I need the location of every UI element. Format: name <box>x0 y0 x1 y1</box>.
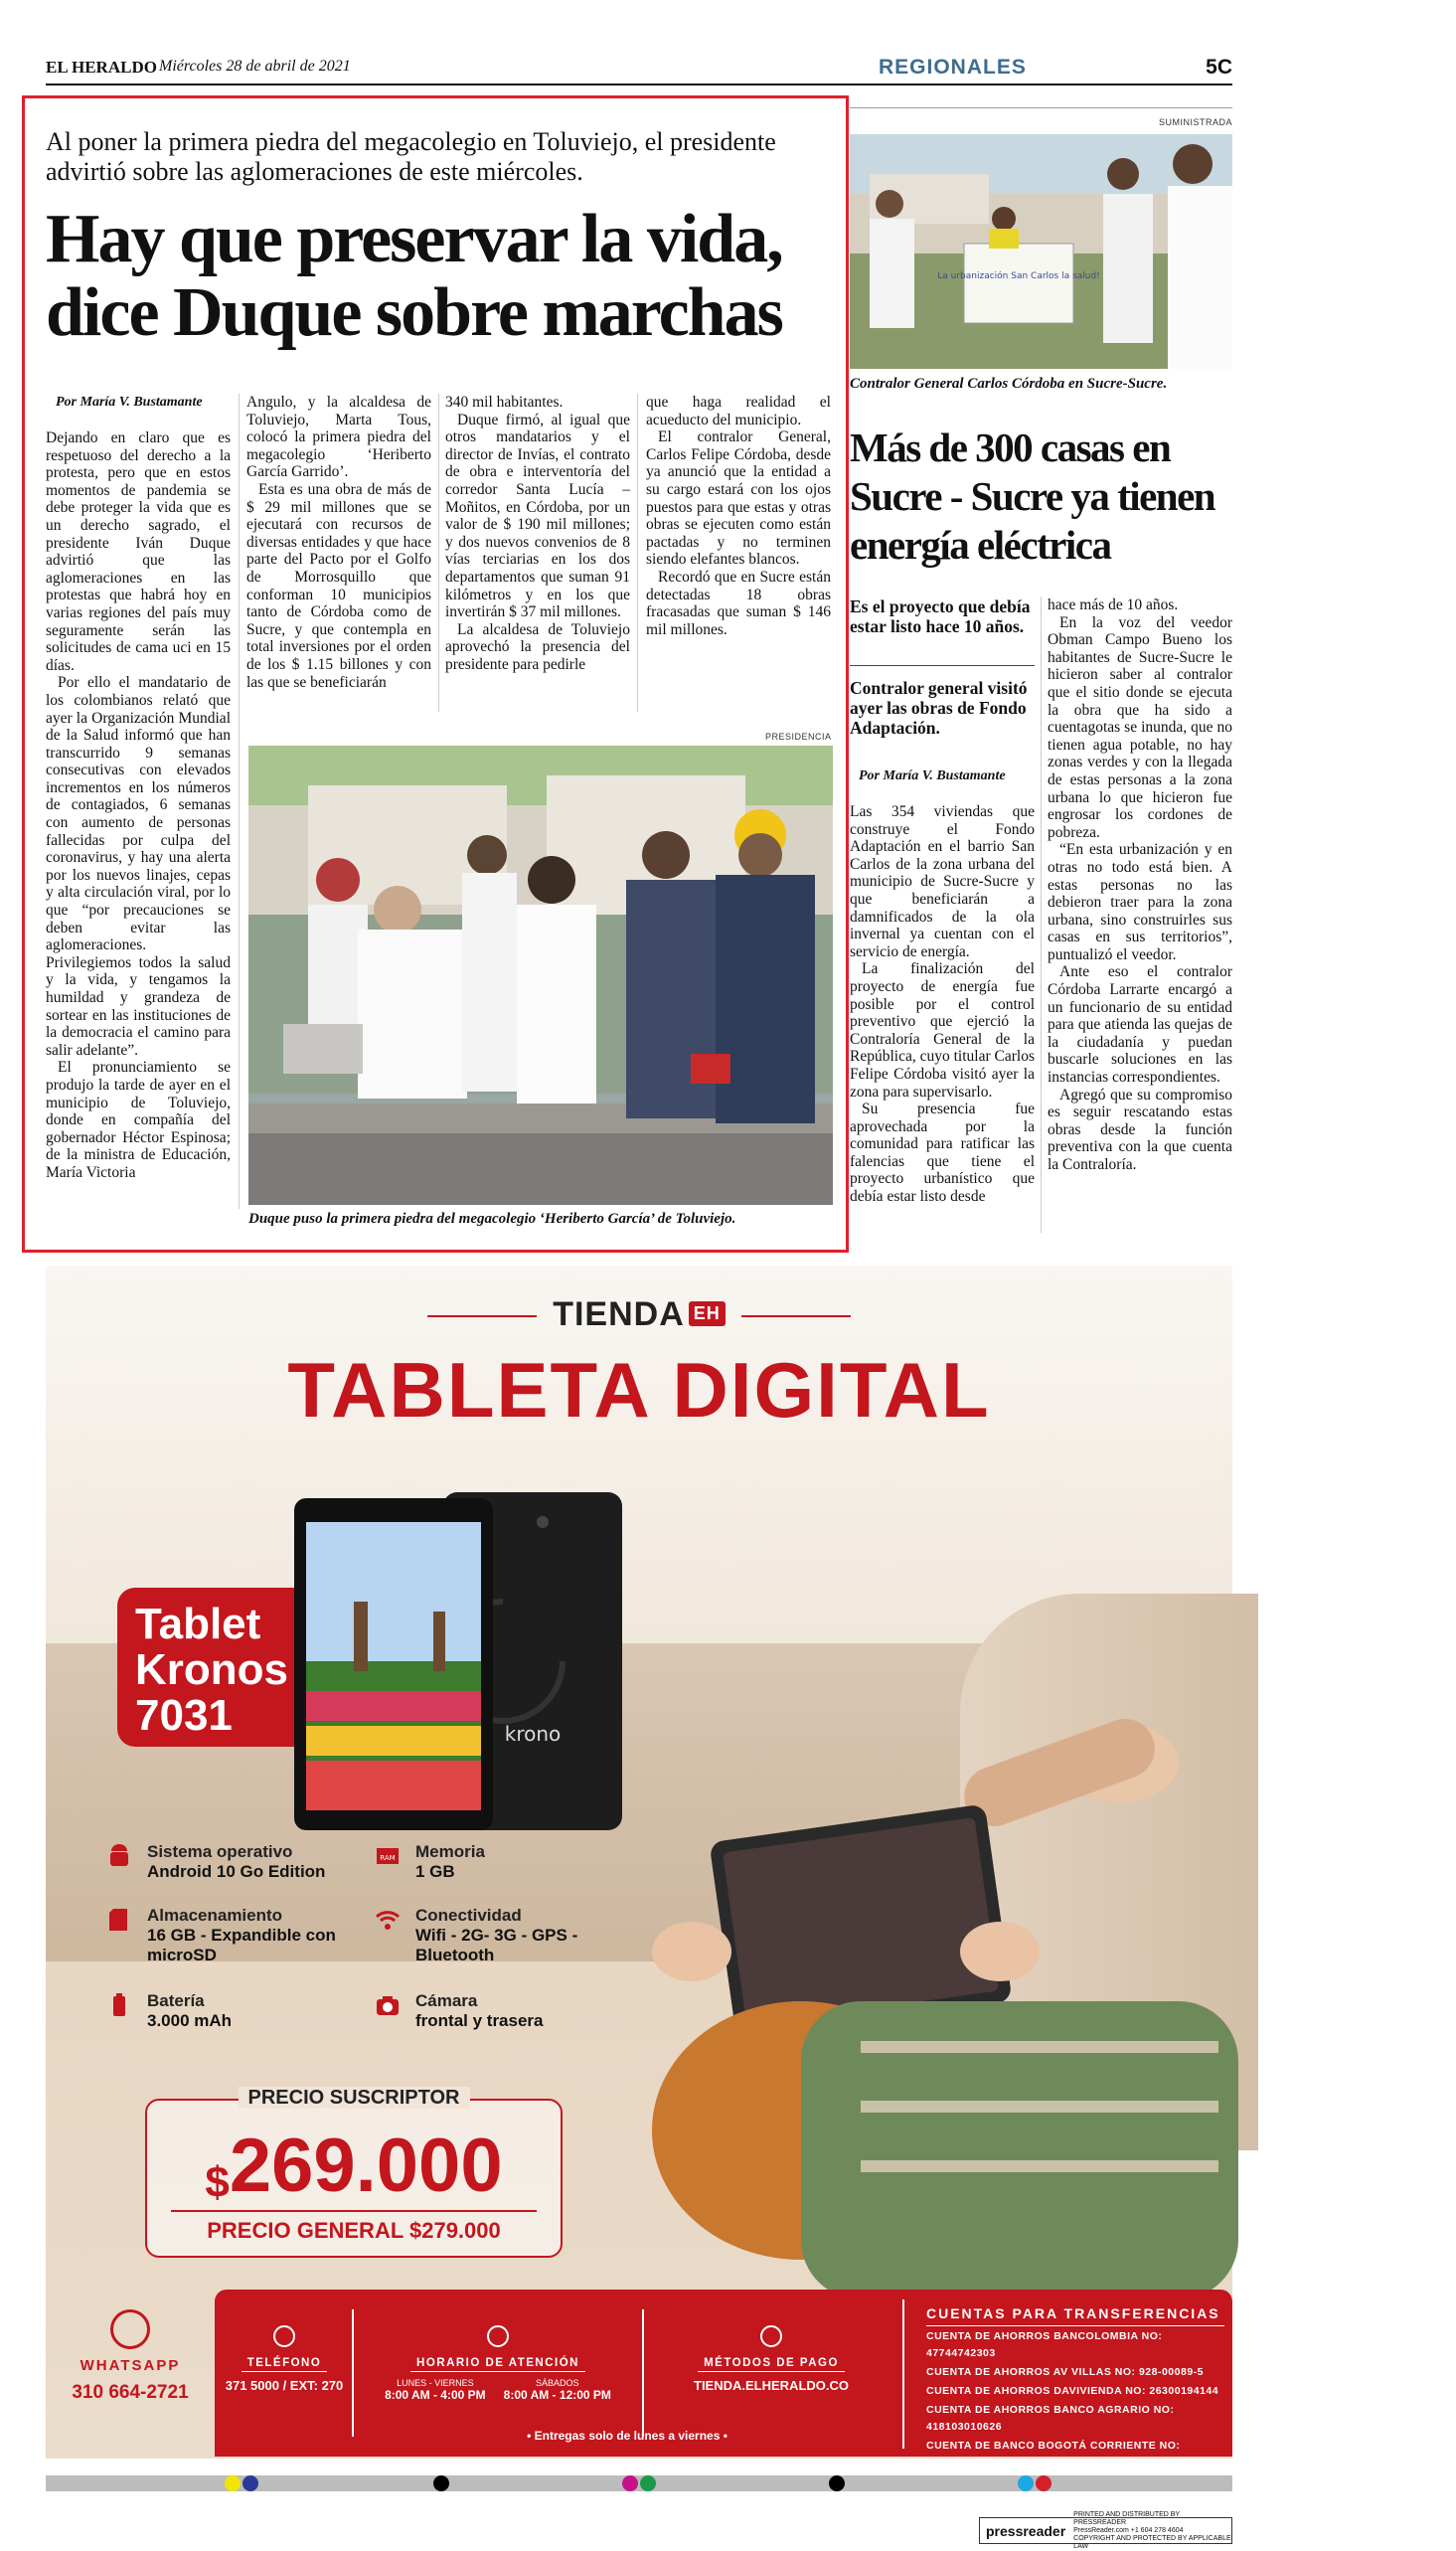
spec-value: frontal y trasera <box>415 2011 544 2030</box>
paragraph: Esta es una obra de más de $ 29 mil millones que se ejecutará con recursos de diversas entidades y que hace parte del Pacto por el Golfo de Morrosquillo que conforman 10 municipios tanto de Córdoba como de Sucre, y que contempla en total inversiones por el orden de los $ 1.15 billones y con las que se beneficiarán <box>246 480 431 691</box>
whatsapp-contact[interactable] <box>46 2309 215 2459</box>
sd-card-icon <box>105 1906 133 1934</box>
article-headline <box>46 203 841 350</box>
hours-label: HORARIO DE ATENCIÓN <box>410 2357 585 2372</box>
dollar-icon <box>760 2325 782 2347</box>
delivery-note: • Entregas solo de lunes a viernes • <box>527 2429 728 2443</box>
spec-label: Sistema operativo <box>147 1842 293 1861</box>
tablet-product-image <box>294 1492 632 1830</box>
spec-label: Conectividad <box>415 1906 522 1925</box>
price-label-wrap <box>147 2087 561 2110</box>
side-top-rule <box>850 107 1232 108</box>
phone-value: 371 5000 / EXT: 270 <box>225 2378 344 2393</box>
battery-icon <box>105 1991 133 2019</box>
side-photo-credit: SUMINISTRADA <box>1159 117 1233 127</box>
hours-sat-label: SÁBADOS <box>536 2378 579 2388</box>
pr-line-1: PRINTED AND DISTRIBUTED BY PRESSREADER <box>1073 2510 1181 2526</box>
model-line-3: 7031 <box>135 1691 233 1740</box>
column-rule <box>637 394 638 712</box>
side-subhead-1: Es el proyecto que debía estar listo hace 10 años. <box>850 596 1031 636</box>
phone-label: TELÉFONO <box>242 2357 328 2372</box>
whatsapp-number: 310 664-2721 <box>72 2382 189 2403</box>
tablet-advertisement <box>46 1266 1232 2468</box>
article-photo-groundbreaking <box>248 746 833 1205</box>
store-link[interactable]: TIENDA.ELHERALDO.CO <box>694 2378 849 2393</box>
spec-label: Memoria <box>415 1842 485 1861</box>
price-divider <box>171 2210 537 2212</box>
page-header <box>46 56 1232 85</box>
article-column-1 <box>46 429 231 1182</box>
pressreader-logo: pressreader <box>986 2522 1066 2539</box>
side-headline: Más de 300 casas en Sucre - Sucre ya tienen energía eléctrica <box>850 425 1215 568</box>
paragraph: Duque firmó, al igual que otros mandatarios y el director de Invías, el contrato de obra e interventoría del corredor Santa Lucía – Moñitos, en Córdoba, por un valor de $ 190 mil millones; y dos nuevos convenios de 8 vías terciarias en los dos departamentos que suman 91 kilómetros y en los que invertirán $ 37 mil millones. <box>445 411 630 621</box>
paragraph: Las 354 viviendas que construye el Fondo Adaptación en el barrio San Carlos de la zona urbana del municipio de Sucre-Sucre y que beneficiarán a damnificados de la ola invernal ya cuentan con el servicio de energía. <box>850 803 1035 960</box>
registration-dot-blue <box>243 2475 258 2491</box>
paragraph: hace más de 10 años. <box>1048 596 1179 613</box>
photo-caption: Duque puso la primera piedra del megacolegio ‘Heriberto García’ de Toluviejo. <box>248 1211 736 1227</box>
general-price: PRECIO GENERAL $279.000 <box>207 2218 501 2243</box>
spec-camera <box>374 1991 544 2031</box>
paragraph: 340 mil habitantes. <box>445 394 564 411</box>
paragraph: Ante eso el contralor Córdoba Larrarte encargó a un funcionario de su entidad para que atienda las quejas de la ciudadanía y puedan buscarle soluciones en las instancias correspondientes. <box>1048 963 1232 1087</box>
paragraph: El pronunciamiento se produjo la tarde de ayer en el municipio de Toluviejo, donde en compañía del gobernador Héctor Espinosa; de la ministra de Educación, María Victoria <box>46 1059 231 1181</box>
pressreader-fineprint <box>1073 2511 1231 2551</box>
page-number: 5C <box>1206 56 1232 79</box>
transfer-accounts <box>926 2305 1224 2490</box>
photo-credit: PRESIDENCIA <box>765 732 832 742</box>
registration-dot-black <box>433 2475 449 2491</box>
spec-memory <box>374 1842 485 1882</box>
brand-line-right <box>741 1315 851 1317</box>
whatsapp-label: WHATSAPP <box>80 2357 181 2374</box>
model-line-1: Tablet <box>135 1600 261 1648</box>
hours-weekday <box>385 2378 486 2402</box>
model-line-2: Kronos <box>135 1645 288 1694</box>
paragraph: Dejando en claro que es respetuoso del derecho a la protesta, pero que en estos momentos de pandemia se debe proteger la vida que es un derecho sagrado, el presidente Iván Duque advirtió que las aglomeraciones en las protestas que habrá hoy en varias regiones del país muy seguramente serán las solicitudes de cama uci en 15 días. <box>46 429 231 674</box>
side-byline: Por María V. Bustamante <box>859 768 1006 783</box>
store-brand <box>46 1295 1232 1334</box>
article-column-2 <box>246 394 431 691</box>
column-rule <box>1041 596 1042 1233</box>
account-row: CUENTA DE AHORROS BANCOLOMBIA NO: 47744742303 <box>926 2330 1163 2359</box>
side-column-2 <box>1048 596 1232 1174</box>
registration-dot-cyan <box>1018 2475 1034 2491</box>
ram-icon <box>374 1842 402 1870</box>
newspaper-name: EL HERALDO <box>46 58 157 77</box>
subscriber-price <box>147 2123 561 2209</box>
wifi-icon <box>374 1906 402 1934</box>
paragraph: La finalización del proyecto de energía fue posible por el control preventivo que ejerció la Contraloría General de la República, cuyo titular Carlos Felipe Córdoba visitó ayer la zona para supervisarlo. <box>850 960 1035 1101</box>
price-value: 269.000 <box>229 2124 503 2208</box>
spec-value: 3.000 mAh <box>147 2011 233 2030</box>
spec-storage <box>105 1906 354 1965</box>
hours-weekday-label: LUNES - VIERNES <box>397 2378 474 2388</box>
hours-saturday <box>504 2378 611 2402</box>
registration-dot-black <box>829 2475 845 2491</box>
issue-date: Miércoles 28 de abril de 2021 <box>159 58 351 75</box>
side-column-1 <box>850 803 1035 1206</box>
spec-label: Batería <box>147 1991 205 2010</box>
paragraph: El contralor General, Carlos Felipe Córdoba, desde ya anunció que la entidad a su cargo estará con los ojos puestos para que estas y otras obras se ejecuten como están pactadas y no terminen siendo elefantes blancos. <box>646 428 831 569</box>
ad-title: TABLETA DIGITAL <box>287 1346 991 1434</box>
bar-separator <box>352 2309 354 2437</box>
account-row: CUENTA DE AHORROS AV VILLAS NO: 928-00089-5 <box>926 2366 1204 2378</box>
paragraph: Agregó que su compromiso es seguir rescatando estas obras desde la función preventiva con la que cuenta la Contraloría. <box>1048 1086 1232 1173</box>
bar-separator <box>902 2299 904 2449</box>
registration-dot-magenta <box>622 2475 638 2491</box>
paragraph: Su presencia fue aprovechada por la comunidad para ratificar las falencias que tiene el proyecto urbanístico que debía estar listo desde <box>850 1101 1035 1206</box>
price-label: PRECIO SUSCRIPTOR <box>239 2087 470 2109</box>
currency-symbol: $ <box>205 2158 230 2207</box>
article-column-3 <box>445 394 630 674</box>
phone-contact <box>225 2290 344 2457</box>
side-subhead-2: Contralor general visitó ayer las obras de Fondo Adaptación. <box>850 678 1028 738</box>
paragraph: Angulo, y la alcaldesa de Toluviejo, Marta Tous, colocó la primera piedra del megacolegio ‘Heriberto García Garrido’. <box>246 394 431 481</box>
registration-dot-green <box>640 2475 656 2491</box>
paragraph: En la voz del veedor Obman Campo Bueno los habitantes de Sucre-Sucre le hicieron saber al contralor que el sitio donde se ejecuta la obra que ha sido a cuentagotas se inunda, que no tienen agua potable, no hay zonas verdes y con la llegada de estas personas a la zona urbana lo que hicieron fue engrosar los cordones de pobreza. <box>1048 613 1232 841</box>
accounts-label: CUENTAS PARA TRANSFERENCIAS <box>926 2305 1224 2326</box>
ram-icon-text: RAM <box>380 1854 396 1862</box>
contact-bar <box>215 2290 1232 2468</box>
spec-os <box>105 1842 325 1882</box>
store-brand-name: TIENDA <box>553 1295 685 1333</box>
pr-line-2: PressReader.com +1 604 278 4604 <box>1073 2526 1184 2534</box>
pay-label: MÉTODOS DE PAGO <box>698 2357 845 2372</box>
whatsapp-icon <box>110 2309 150 2349</box>
spec-label: Cámara <box>415 1991 478 2010</box>
paragraph: Recordó que en Sucre están detectadas 18 obras fracasadas que suman $ 146 mil millones. <box>646 568 831 638</box>
article-column-4 <box>646 394 831 638</box>
hours-weekday-value: 8:00 AM - 4:00 PM <box>385 2388 486 2402</box>
side-subhead-rule <box>850 665 1035 666</box>
account-row: CUENTA DE AHORROS BANCO AGRARIO NO: 418103010626 <box>926 2404 1175 2433</box>
header-rule <box>46 84 1232 85</box>
bar-separator <box>642 2309 644 2437</box>
headline-line-2: dice Duque sobre marchas <box>46 274 782 351</box>
spec-battery <box>105 1991 232 2031</box>
phone-icon <box>273 2325 295 2347</box>
photo-illustration <box>248 746 833 1205</box>
side-photo-caption: Contralor General Carlos Córdoba en Sucre-Sucre. <box>850 376 1168 392</box>
hours-rows <box>364 2378 632 2402</box>
spec-value: 16 GB - Expandible con microSD <box>147 1926 336 1964</box>
android-icon <box>105 1842 133 1870</box>
tablet-brand-text: krono <box>504 1722 562 1746</box>
spec-connectivity <box>374 1906 602 1965</box>
headline-line-1: Hay que preservar la vida, <box>46 201 782 277</box>
spec-value: 1 GB <box>415 1862 455 1881</box>
registration-dot-red <box>1036 2475 1052 2491</box>
clock-icon <box>487 2325 509 2347</box>
section-name: REGIONALES <box>879 56 1027 79</box>
paragraph: “En esta urbanización y en otras no todo está bien. A estas personas no las debieron traer para la zona urbana, sino construirles sus casas en sus territorios”, puntualizó el veedor. <box>1048 841 1232 963</box>
camera-icon <box>374 1991 402 2019</box>
column-rule <box>438 394 439 712</box>
protest-sign-text: La urbanización San Carlos la salud! <box>937 271 1100 281</box>
pressreader-footer <box>979 2510 1232 2550</box>
paragraph: La alcaldesa de Toluviejo aprovechó la presencia del presidente para pedirle <box>445 620 630 673</box>
brand-line-left <box>427 1315 537 1317</box>
paragraph: que haga realidad el acueducto del municipio. <box>646 394 831 428</box>
price-box <box>145 2087 563 2258</box>
spec-value: Wifi - 2G- 3G - GPS - Bluetooth <box>415 1926 578 1964</box>
child-with-tablet-illustration <box>602 1703 1238 2299</box>
side-article-photo <box>850 134 1232 369</box>
article-byline: Por María V. Bustamante <box>56 395 203 410</box>
account-row: CUENTA DE BANCO BOGOTÁ CORRIENTE NO: 170005912 <box>926 2440 1181 2468</box>
store-bag-icon: EH <box>689 1301 726 1326</box>
hours-sat-value: 8:00 AM - 12:00 PM <box>503 2388 611 2402</box>
spec-value: Android 10 Go Edition <box>147 1862 326 1881</box>
registration-dot-yellow <box>225 2475 241 2491</box>
paragraph: Por ello el mandatario de los colombianos relató que ayer la Organización Mundial de la Salud informó que han transcurrido 9 semanas consecutivas con elevados incrementos en los números de contagiados, 6 semanas con aumento de personas fallecidas por culpa del coronavirus, y hay una alerta por los nuevos linajes, cepas y alta circulación viral, por lo que “por precauciones se deben evitar las aglomeraciones. Privilegiemos todos la salud y la vida, y tengamos la humildad y grandeza de sortear en las instituciones de la democracia el camino para salir adelante”. <box>46 674 231 1059</box>
column-rule <box>239 394 240 1209</box>
article-deck: Al poner la primera piedra del megacolegio en Toluviejo, el presidente advirtió sobre las aglomeraciones de este miércoles. <box>46 127 776 186</box>
account-row: CUENTA DE AHORROS DAVIVIENDA NO: 26300194144 <box>926 2385 1219 2397</box>
side-photo-illustration <box>850 134 1232 369</box>
spec-label: Almacenamiento <box>147 1906 283 1925</box>
pr-line-3: COPYRIGHT AND PROTECTED BY APPLICABLE LAW <box>1073 2534 1231 2550</box>
